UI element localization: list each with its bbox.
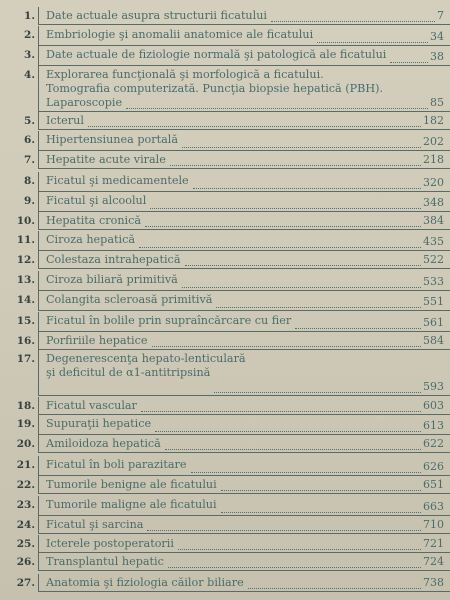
leader-dots <box>390 62 428 63</box>
entry-title: Icterul <box>46 114 84 127</box>
entry-body <box>38 496 450 516</box>
entry-page-number: 551 <box>423 295 444 308</box>
entry-body <box>38 291 450 311</box>
toc-entry <box>0 192 450 212</box>
entry-page-number: 651 <box>423 478 444 491</box>
toc-entry <box>0 251 450 269</box>
leader-dots <box>221 512 421 513</box>
entry-body <box>38 231 450 251</box>
entry-title: Hipertensiunea portală <box>46 133 179 146</box>
entry-body <box>38 435 450 453</box>
toc-entry <box>0 312 450 332</box>
entry-title: Anatomia şi fiziologia căilor biliare <box>46 576 244 589</box>
leader-dots <box>191 472 421 473</box>
leader-dots <box>295 328 421 329</box>
leader-dots <box>182 287 421 288</box>
toc-entry <box>0 516 450 534</box>
entry-number: 14. <box>16 294 35 306</box>
entry-body <box>38 131 450 151</box>
entry-number: 13. <box>16 274 35 286</box>
entry-number: 27. <box>16 577 35 589</box>
entry-title: Hepatite acute virale <box>46 153 166 166</box>
entry-title: Supuraţii hepatice <box>46 417 152 430</box>
toc-entry <box>0 172 450 192</box>
toc-entry <box>0 435 450 453</box>
entry-body <box>38 112 450 130</box>
entry-title: Ficatul şi medicamentele <box>46 174 189 187</box>
entry-page-number: 384 <box>423 214 444 227</box>
toc-entry <box>0 496 450 516</box>
entry-title: Ficatul în bolile prin supraîncărcare cu fier <box>46 314 292 327</box>
entry-number: 2. <box>24 29 35 41</box>
entry-number: 17. <box>16 353 35 365</box>
leader-dots <box>168 567 421 568</box>
entry-title: Colangita scleroasă primitivă <box>46 293 213 306</box>
leader-dots <box>317 42 428 43</box>
entry-title: Ciroza hepatică <box>46 233 136 246</box>
leader-dots <box>165 449 421 450</box>
entry-number: 5. <box>24 115 35 127</box>
leader-dots <box>139 247 421 248</box>
entry-title: Explorarea funcţională şi morfologică a ficatului. Tomografia computerizată. Puncţia biopsie hepatică (PBH). Laparoscopie <box>46 68 384 109</box>
entry-body <box>38 251 450 269</box>
entry-page-number: 348 <box>423 196 444 209</box>
leader-dots <box>126 108 428 109</box>
entry-body <box>38 7 450 25</box>
entry-body <box>38 46 450 66</box>
entry-number: 25. <box>16 538 35 550</box>
entry-body <box>38 574 450 592</box>
entry-title: Tumorile benigne ale ficatului <box>46 478 217 491</box>
entry-number: 1. <box>24 10 35 22</box>
entry-page-number: 561 <box>423 316 444 329</box>
entry-number: 22. <box>16 479 35 491</box>
leader-dots <box>88 126 421 127</box>
entry-number: 3. <box>24 49 35 61</box>
entry-number: 8. <box>24 175 35 187</box>
entry-page-number: 724 <box>423 555 444 568</box>
entry-title: Date actuale asupra structurii ficatului <box>46 9 268 22</box>
toc-entry <box>0 535 450 553</box>
entry-page-number: 710 <box>423 518 444 531</box>
entry-body <box>38 26 450 46</box>
entry-title: Porfiriile hepatice <box>46 334 148 347</box>
toc-entry <box>0 456 450 476</box>
entry-body <box>38 332 450 350</box>
entry-page-number: 738 <box>423 576 444 589</box>
entry-page-number: 626 <box>423 460 444 473</box>
entry-page-number: 435 <box>423 235 444 248</box>
entry-title: Embriologie şi anomalii anatomice ale ficatului <box>46 28 314 41</box>
entry-number: 15. <box>16 315 35 327</box>
toc-entry <box>0 66 450 112</box>
entry-body <box>38 212 450 230</box>
entry-page-number: 622 <box>423 437 444 450</box>
toc-entry <box>0 231 450 251</box>
entry-number: 4. <box>24 69 35 81</box>
entry-number: 11. <box>16 234 35 246</box>
entry-title: Ficatul şi alcoolul <box>46 194 147 207</box>
entry-title: Colestaza intrahepatică <box>46 253 181 266</box>
entry-page-number: 721 <box>423 537 444 550</box>
toc-entry <box>0 553 450 571</box>
entry-body <box>38 397 450 415</box>
toc-entry <box>0 112 450 130</box>
entry-title: Ficatul vascular <box>46 399 137 412</box>
entry-body <box>38 476 450 494</box>
toc-entry <box>0 7 450 25</box>
entry-number: 9. <box>24 195 35 207</box>
entry-page-number: 7 <box>437 9 444 22</box>
entry-page-number: 38 <box>430 50 444 63</box>
entry-number: 18. <box>16 400 35 412</box>
entry-body <box>38 66 450 112</box>
entry-title: Ficatul în boli parazitare <box>46 458 187 471</box>
leader-dots <box>221 490 421 491</box>
entry-page-number: 34 <box>430 30 444 43</box>
leader-dots <box>216 307 421 308</box>
leader-dots <box>145 226 421 227</box>
entry-page-number: 218 <box>423 153 444 166</box>
entry-title: Amiloidoza hepatică <box>46 437 161 450</box>
entry-title: Hepatita cronică <box>46 214 142 227</box>
leader-dots <box>147 530 421 531</box>
toc-entry <box>0 332 450 350</box>
leader-dots <box>214 392 421 393</box>
entry-body <box>38 553 450 571</box>
toc-entry <box>0 26 450 46</box>
toc-entry <box>0 131 450 151</box>
leader-dots <box>155 431 421 432</box>
leader-dots <box>178 549 421 550</box>
entry-body <box>38 271 450 291</box>
toc-entry <box>0 397 450 415</box>
toc-entry <box>0 212 450 230</box>
entry-number: 19. <box>16 418 35 430</box>
entry-title: Date actuale de fiziologie normală şi patologică ale ficatului <box>46 48 387 61</box>
entry-number: 16. <box>16 335 35 347</box>
entry-title: Ficatul şi sarcina <box>46 518 144 531</box>
entry-body <box>38 456 450 476</box>
entry-body <box>38 415 450 435</box>
entry-page-number: 202 <box>423 135 444 148</box>
toc-entry <box>0 415 450 435</box>
entry-page-number: 522 <box>423 253 444 266</box>
toc-entry <box>0 151 450 169</box>
entry-number: 26. <box>16 556 35 568</box>
entry-page-number: 182 <box>423 114 444 127</box>
entry-number: 7. <box>24 154 35 166</box>
entry-title: Transplantul hepatic <box>46 555 164 568</box>
toc-entry <box>0 271 450 291</box>
entry-page-number: 320 <box>423 176 444 189</box>
leader-dots <box>193 188 421 189</box>
entry-page-number: 613 <box>423 419 444 432</box>
entry-number: 24. <box>16 519 35 531</box>
leader-dots <box>248 588 421 589</box>
toc-entry <box>0 291 450 311</box>
entry-number: 12. <box>16 254 35 266</box>
entry-number: 6. <box>24 134 35 146</box>
entry-body <box>38 516 450 534</box>
entry-title: Ciroza biliară primitivă <box>46 273 178 286</box>
entry-title: Degenerescenţa hepato-lenticulară şi deficitul de α1-antitripsină <box>46 352 246 379</box>
entry-page-number: 584 <box>423 334 444 347</box>
leader-dots <box>271 21 435 22</box>
toc-entry <box>0 476 450 494</box>
entry-page-number: 603 <box>423 399 444 412</box>
entry-body <box>38 535 450 553</box>
entry-body <box>38 151 450 169</box>
entry-number: 10. <box>16 215 35 227</box>
leader-dots <box>170 165 421 166</box>
entry-page-number: 593 <box>423 380 444 393</box>
leader-dots <box>182 147 421 148</box>
entry-body <box>38 312 450 332</box>
toc-entry <box>0 350 450 396</box>
entry-number: 23. <box>16 499 35 511</box>
entry-body <box>38 192 450 212</box>
leader-dots <box>141 411 421 412</box>
toc-entry <box>0 574 450 592</box>
entry-page-number: 663 <box>423 500 444 513</box>
leader-dots <box>185 265 422 266</box>
entry-title: Tumorile maligne ale ficatului <box>46 498 217 511</box>
toc-entry <box>0 46 450 66</box>
entry-page-number: 85 <box>430 96 444 109</box>
entry-body <box>38 172 450 192</box>
leader-dots <box>150 208 421 209</box>
entry-number: 20. <box>16 438 35 450</box>
entry-title: Icterele postoperatorii <box>46 537 174 550</box>
entry-body <box>38 350 450 396</box>
leader-dots <box>152 346 422 347</box>
entry-number: 21. <box>16 459 35 471</box>
entry-page-number: 533 <box>423 275 444 288</box>
